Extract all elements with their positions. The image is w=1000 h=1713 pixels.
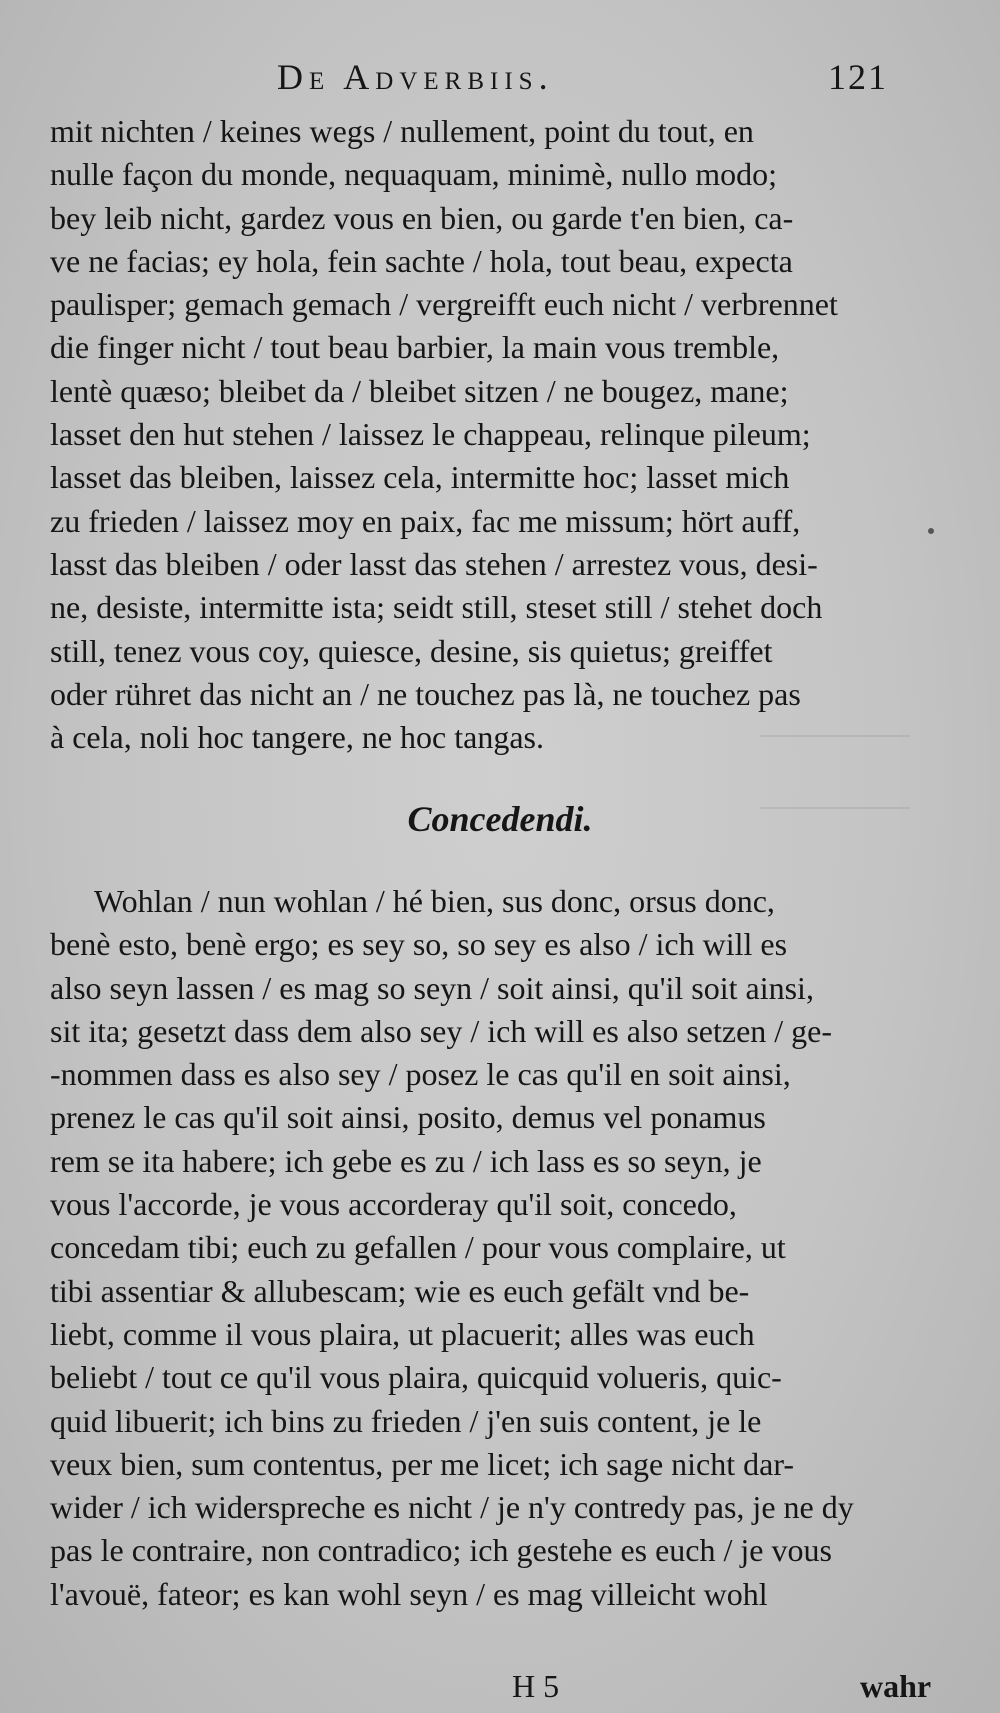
text-line: l'avouë, fateor; es kan wohl seyn / es mag villeicht wohl — [50, 1575, 768, 1612]
text-line: rem se ita habere; ich gebe es zu / ich lass es so seyn, je — [50, 1142, 762, 1179]
text-line: vous l'accorde, je vous accorderay qu'il soit, concedo, — [50, 1186, 737, 1223]
ink-blot — [928, 528, 934, 534]
text-line: ve ne facias; ey hola, fein sachte / hola, tout beau, expecta — [50, 242, 793, 279]
text-line: veux bien, sum contentus, per me licet; ich sage nicht dar- — [50, 1445, 795, 1482]
text-line: à cela, noli hoc tangere, ne hoc tangas. — [50, 719, 544, 756]
text-line: lentè quæso; bleibet da / bleibet sitzen / ne bougez, mane; — [50, 372, 789, 409]
text-line: still, tenez vous coy, quiesce, desine, sis quietus; greiffet — [50, 632, 773, 669]
text-line: Wohlan / nun wohlan / hé bien, sus donc, orsus donc, — [94, 883, 775, 919]
text-line: bey leib nicht, gardez vous en bien, ou garde t'en bien, ca- — [50, 199, 794, 236]
text-line: lasset das bleiben, laissez cela, intermitte hoc; lasset mich — [50, 459, 790, 496]
text-line: sit ita; gesetzt dass dem also sey / ich will es also setzen / ge- — [50, 1012, 833, 1049]
text-line: beliebt / tout ce qu'il vous plaira, quicquid volueris, quic- — [50, 1359, 782, 1396]
text-line: quid libuerit; ich bins zu frieden / j'en suis content, je le — [50, 1402, 762, 1439]
text-line: lasset den hut stehen / laissez le chappeau, relinque pileum; — [50, 416, 811, 453]
text-line: ne, desiste, intermitte ista; seidt still, steset still / stehet doch — [50, 589, 823, 626]
text-line: nulle façon du monde, nequaquam, minimè, nullo modo; — [50, 156, 777, 193]
text-line: liebt, comme il vous plaira, ut placuerit; alles was euch — [50, 1315, 755, 1352]
text-line: zu frieden / laissez moy en paix, fac me missum; hört auff, — [50, 502, 801, 539]
text-line: pas le contraire, non contradico; ich gestehe es euch / je vous — [50, 1532, 832, 1569]
page-footer — [0, 1668, 1000, 1708]
running-title: De Adverbiis. — [277, 57, 554, 97]
text-line: prenez le cas qu'il soit ainsi, posito, demus vel ponamus — [50, 1099, 766, 1136]
text-line: also seyn lassen / es mag so seyn / soit ainsi, qu'il soit ainsi, — [50, 969, 814, 1006]
text-line: benè esto, benè ergo; es sey so, so sey es also / ich will es — [50, 926, 788, 963]
concedendi-section — [50, 880, 910, 1616]
section-heading: Concedendi. — [407, 799, 593, 839]
text-line: die finger nicht / tout beau barbier, la main vous tremble, — [50, 329, 780, 366]
text-line: concedam tibi; euch zu gefallen / pour vous complaire, ut — [50, 1229, 786, 1266]
adverb-list-section — [50, 110, 910, 759]
text-line: paulisper; gemach gemach / vergreifft euch nicht / verbrennet — [50, 286, 838, 323]
text-line: tibi assentiar & allubescam; wie es euch gefält vnd be- — [50, 1272, 750, 1309]
text-line: oder rühret das nicht an / ne touchez pas là, ne touchez pas — [50, 675, 801, 712]
text-line: wider / ich widerspreche es nicht / je n'y contredy pas, je ne dy — [50, 1489, 854, 1526]
catchword: wahr — [860, 1668, 932, 1704]
text-line: -nommen dass es also sey / posez le cas qu'il en soit ainsi, — [50, 1056, 791, 1093]
page-header — [0, 56, 1000, 106]
signature-mark: H 5 — [512, 1668, 560, 1704]
page-number: 121 — [828, 57, 888, 97]
text-line: lasst das bleiben / oder lasst das stehen / arrestez vous, desi- — [50, 545, 818, 582]
text-line: mit nichten / keines wegs / nullement, point du tout, en — [50, 113, 754, 149]
